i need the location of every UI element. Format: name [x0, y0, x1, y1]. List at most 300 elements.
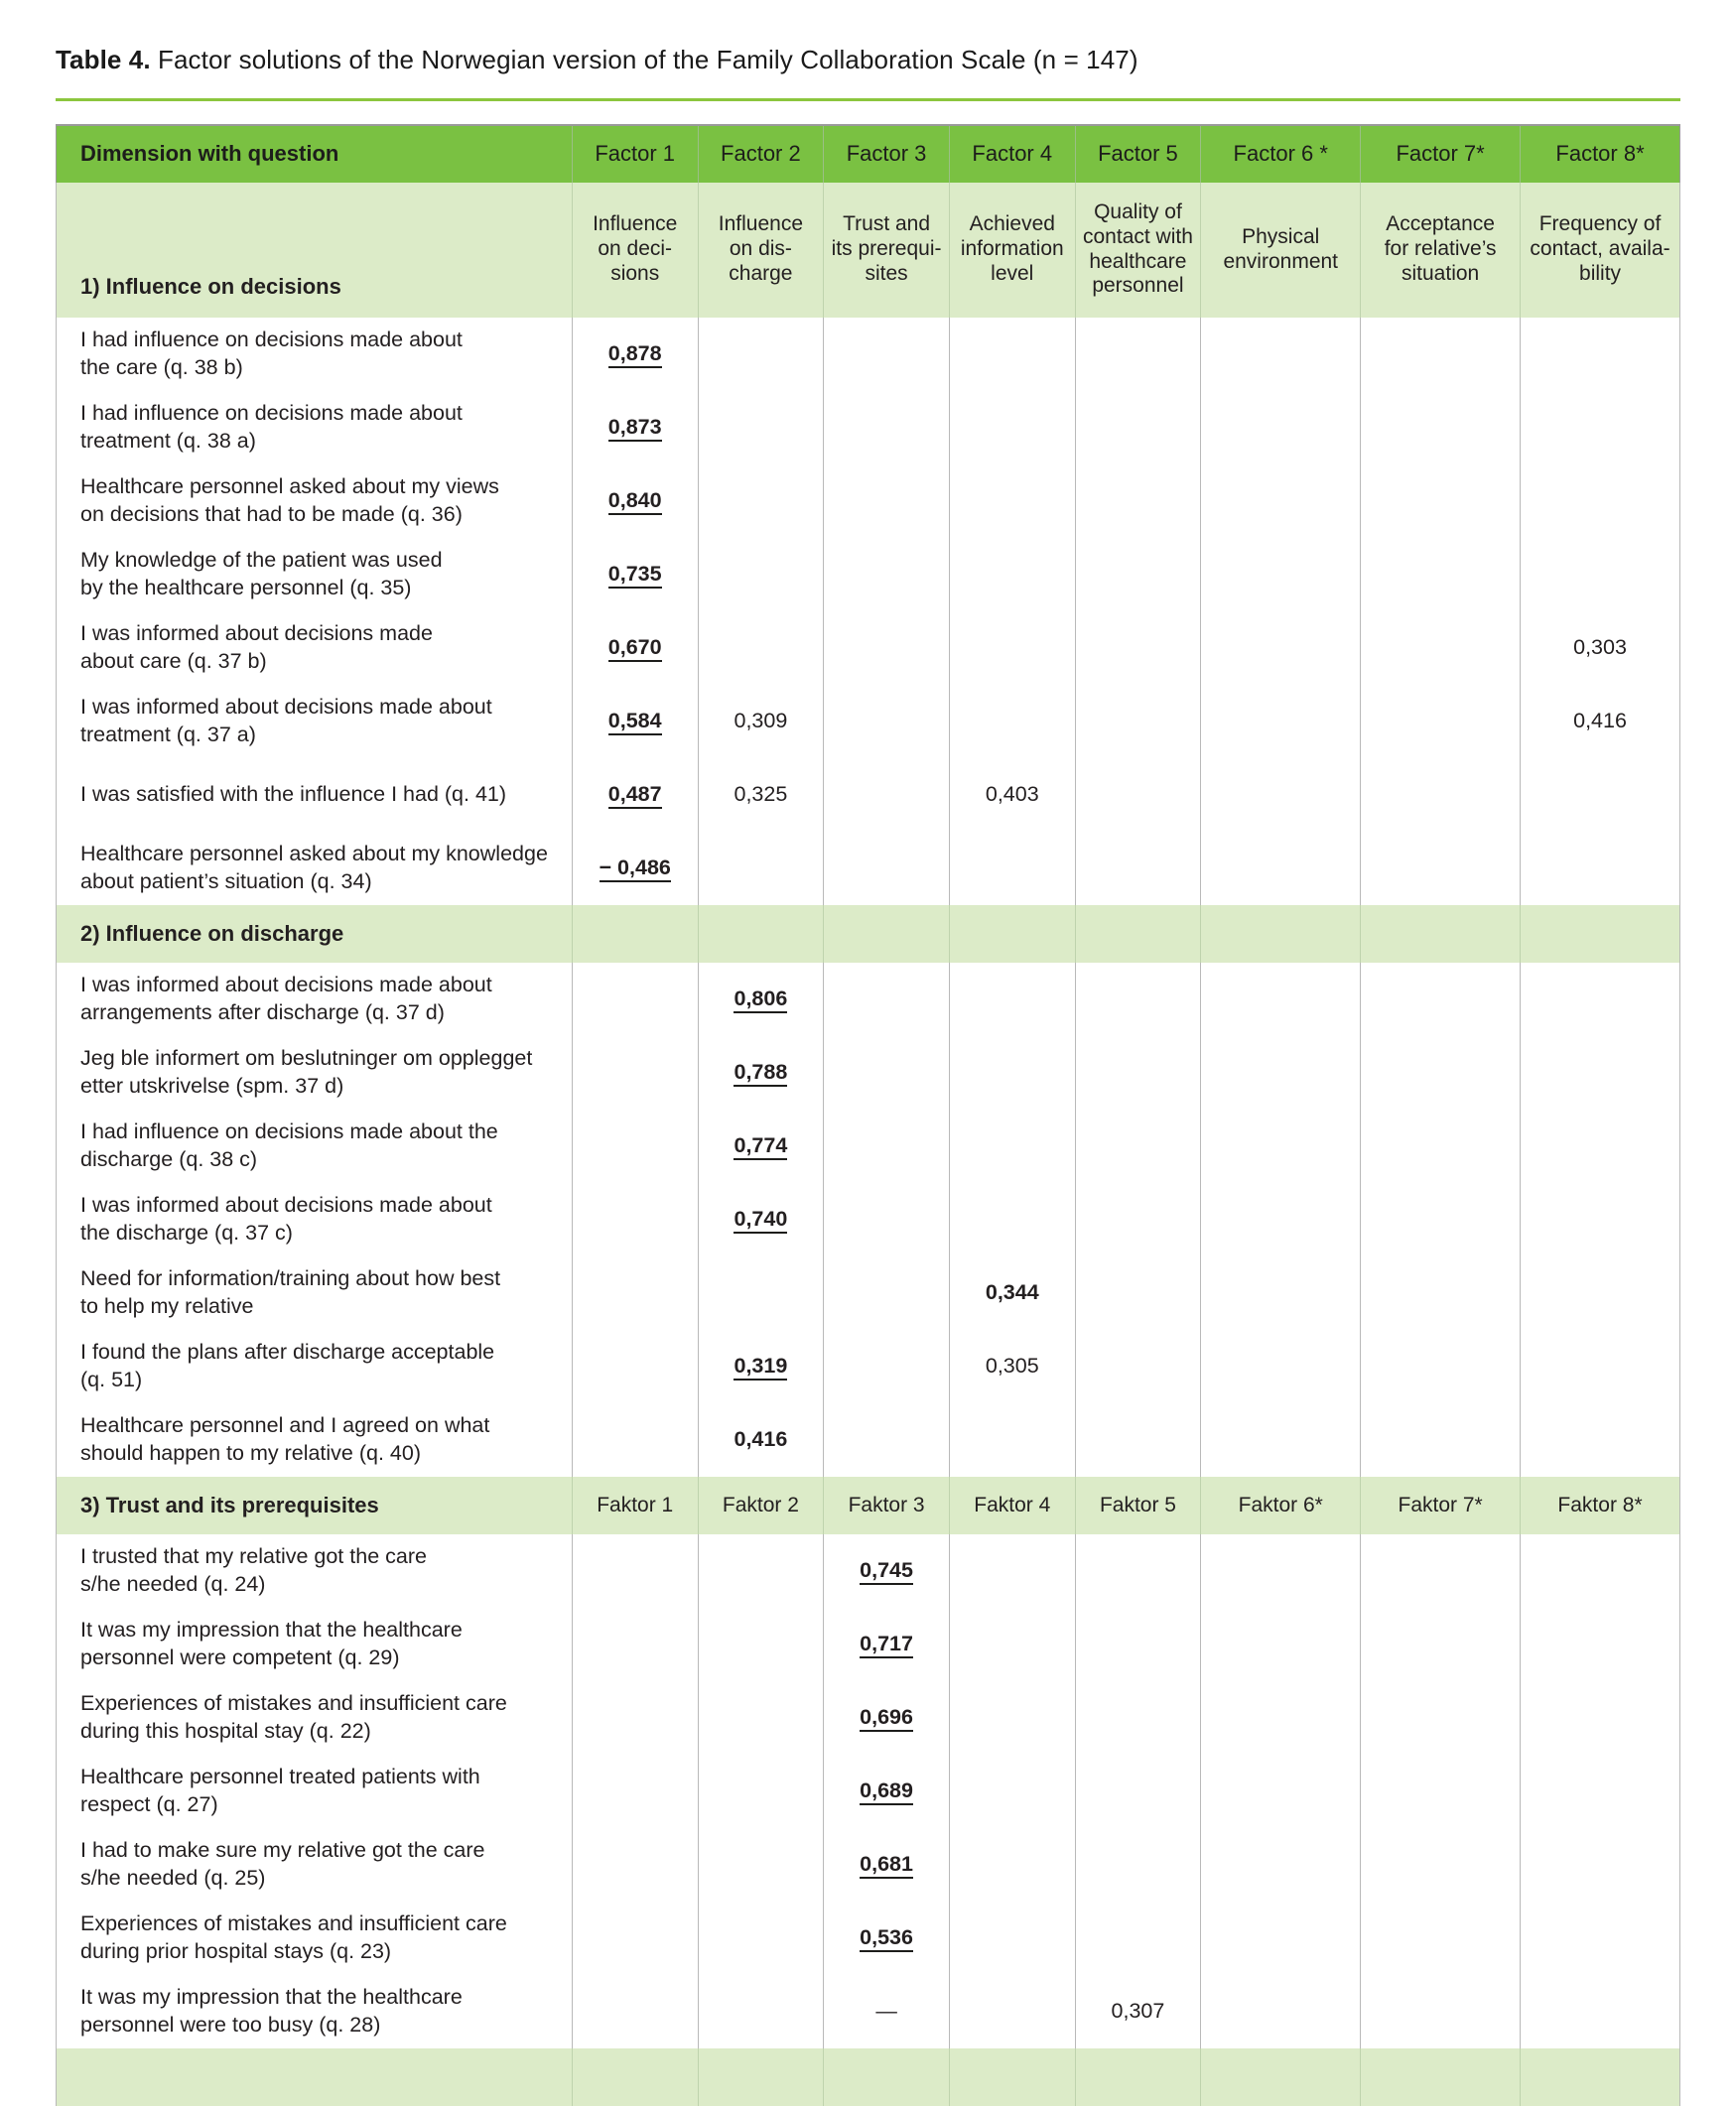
- loading-factor-4: [949, 1403, 1075, 1477]
- loading-factor-5: [1075, 1534, 1201, 1608]
- table-row: [57, 685, 1680, 758]
- loading-factor-2: [698, 1828, 824, 1902]
- section-title-2: 2) Influence on discharge: [57, 905, 573, 963]
- loading-factor-6: [1201, 1403, 1361, 1477]
- loading-factor-1: [572, 758, 698, 832]
- loading-factor-7: [1361, 611, 1521, 685]
- question-line: I trusted that my relative got the care: [80, 1543, 427, 1568]
- loading-factor-2: [698, 464, 824, 538]
- table-row: [57, 1828, 1680, 1902]
- loading-factor-2: [698, 1110, 824, 1183]
- loading-factor-6: [1201, 1183, 1361, 1256]
- loading-factor-2: [698, 1975, 824, 2048]
- loading-factor-1: [572, 1036, 698, 1110]
- loading-value: 0,309: [734, 709, 788, 732]
- factor-name-5: [1075, 183, 1201, 318]
- question-text: [57, 1183, 573, 1256]
- loading-factor-7: [1361, 1330, 1521, 1403]
- loading-factor-4: [949, 1608, 1075, 1681]
- question-line: on decisions that had to be made (q. 36): [80, 501, 463, 526]
- loading-factor-4: [949, 391, 1075, 464]
- section-factor-label-8: [1521, 905, 1680, 963]
- table-caption: [56, 44, 1680, 76]
- section-title-3: 3) Trust and its prerequisites: [57, 1477, 573, 1534]
- loading-factor-4: [949, 1110, 1075, 1183]
- loading-value: 0,774: [734, 1133, 787, 1160]
- question-line: It was my impression that the healthcare: [80, 1984, 463, 2009]
- table-row: [57, 318, 1680, 391]
- question-line: (q. 51): [80, 1367, 143, 1391]
- loading-factor-6: [1201, 538, 1361, 611]
- loading-factor-1: [572, 1110, 698, 1183]
- factor-name-line: on dis-: [729, 237, 792, 261]
- loading-factor-3: [824, 1330, 950, 1403]
- loading-factor-2: [698, 685, 824, 758]
- loading-factor-3: [824, 1902, 950, 1975]
- loading-factor-4: [949, 1975, 1075, 2048]
- table-row: [57, 1036, 1680, 1110]
- header-factor-8: Factor 8*: [1521, 125, 1680, 183]
- question-text: [57, 464, 573, 538]
- loading-factor-8: [1521, 1755, 1680, 1828]
- loading-factor-6: [1201, 1828, 1361, 1902]
- loading-value: 0,740: [734, 1207, 787, 1234]
- loading-factor-2: [698, 1902, 824, 1975]
- table-row: [57, 1534, 1680, 1608]
- loading-value: 0,840: [608, 488, 662, 515]
- question-line: during this hospital stay (q. 22): [80, 1718, 371, 1743]
- loading-factor-4: [949, 1534, 1075, 1608]
- section-divider-row-partial: [57, 2048, 1680, 2106]
- loading-factor-8: [1521, 1256, 1680, 1330]
- section-factor-label-5: Faktor 5: [1075, 1477, 1201, 1534]
- loading-factor-1: [572, 611, 698, 685]
- loading-factor-3: [824, 1608, 950, 1681]
- loading-factor-4: [949, 1902, 1075, 1975]
- section-partial-cell: [1521, 2048, 1680, 2106]
- section-partial-cell: [1075, 2048, 1201, 2106]
- section-factor-label-8: Faktor 8*: [1521, 1477, 1680, 1534]
- question-text: [57, 1828, 573, 1902]
- loading-factor-8: [1521, 318, 1680, 391]
- factor-name-line: Physical: [1242, 224, 1320, 248]
- loading-factor-4: [949, 538, 1075, 611]
- loading-factor-7: [1361, 1110, 1521, 1183]
- question-line: Experiences of mistakes and insufficient care: [80, 1690, 507, 1715]
- loading-factor-2: [698, 1036, 824, 1110]
- loading-factor-4: [949, 464, 1075, 538]
- question-line: My knowledge of the patient was used: [80, 547, 443, 572]
- loading-factor-6: [1201, 391, 1361, 464]
- question-text: [57, 611, 573, 685]
- table-row: [57, 1681, 1680, 1755]
- loading-factor-4: [949, 685, 1075, 758]
- factor-name-6: [1201, 183, 1361, 318]
- loading-value: 0,806: [734, 987, 787, 1013]
- loading-value: 0,670: [608, 635, 662, 662]
- loading-factor-5: [1075, 1036, 1201, 1110]
- table-row: [57, 1183, 1680, 1256]
- loading-factor-3: [824, 963, 950, 1036]
- loading-factor-4: [949, 1681, 1075, 1755]
- table-row: [57, 832, 1680, 905]
- loading-factor-1: [572, 318, 698, 391]
- section-divider-row: [57, 905, 1680, 963]
- section-factor-label-2: Faktor 2: [698, 1477, 824, 1534]
- factor-name-2: [698, 183, 824, 318]
- question-line: personnel were competent (q. 29): [80, 1645, 400, 1669]
- loading-factor-5: [1075, 1608, 1201, 1681]
- table-header-row: [57, 125, 1680, 183]
- loading-factor-2: [698, 391, 824, 464]
- table-row: [57, 538, 1680, 611]
- section-partial-cell: [698, 2048, 824, 2106]
- loading-factor-6: [1201, 832, 1361, 905]
- loading-factor-2: [698, 758, 824, 832]
- loading-factor-3: [824, 1256, 950, 1330]
- question-line: Healthcare personnel asked about my views: [80, 473, 499, 498]
- loading-factor-7: [1361, 318, 1521, 391]
- factor-name-line: Trust and: [843, 212, 931, 236]
- table-caption-block: [0, 0, 1736, 101]
- loading-factor-3: [824, 1403, 950, 1477]
- caption-text: Factor solutions of the Norwegian version of the Family Collaboration Scale (n = 147): [150, 45, 1138, 74]
- question-text: [57, 318, 573, 391]
- factor-name-line: sions: [610, 261, 660, 285]
- loading-factor-6: [1201, 464, 1361, 538]
- section-factor-label-7: Faktor 7*: [1361, 1477, 1521, 1534]
- question-text: [57, 1036, 573, 1110]
- section-factor-label-2: [698, 905, 824, 963]
- loading-value: —: [875, 1999, 897, 2023]
- question-line: personnel were too busy (q. 28): [80, 2012, 381, 2037]
- section-factor-label-1: [572, 905, 698, 963]
- loading-factor-6: [1201, 1110, 1361, 1183]
- table-row: [57, 1902, 1680, 1975]
- loading-factor-4: [949, 611, 1075, 685]
- loading-factor-3: [824, 1110, 950, 1183]
- loading-factor-6: [1201, 1036, 1361, 1110]
- question-line: treatment (q. 37 a): [80, 722, 256, 746]
- loading-factor-7: [1361, 758, 1521, 832]
- loading-factor-1: [572, 1755, 698, 1828]
- section-factor-label-7: [1361, 905, 1521, 963]
- question-line: the discharge (q. 37 c): [80, 1220, 293, 1245]
- loading-factor-7: [1361, 963, 1521, 1036]
- loading-factor-6: [1201, 1330, 1361, 1403]
- loading-factor-1: [572, 1330, 698, 1403]
- section-factor-label-3: [824, 905, 950, 963]
- question-text: [57, 538, 573, 611]
- section-factor-label-3: Faktor 3: [824, 1477, 950, 1534]
- factor-name-7: [1361, 183, 1521, 318]
- section-partial-cell: [949, 2048, 1075, 2106]
- question-text: [57, 391, 573, 464]
- loading-factor-1: [572, 1828, 698, 1902]
- loading-value: 0,344: [985, 1280, 1039, 1304]
- header-factor-1: Factor 1: [572, 125, 698, 183]
- question-line: to help my relative: [80, 1293, 254, 1318]
- loading-factor-3: [824, 611, 950, 685]
- question-text: [57, 1534, 573, 1608]
- factor-name-line: information: [960, 237, 1064, 261]
- loading-factor-1: [572, 832, 698, 905]
- loading-value: 0,696: [860, 1705, 913, 1732]
- question-line: arrangements after discharge (q. 37 d): [80, 999, 445, 1024]
- loading-factor-8: [1521, 538, 1680, 611]
- loading-factor-3: [824, 1975, 950, 2048]
- factor-name-line: Quality of: [1094, 199, 1182, 223]
- loading-factor-1: [572, 1902, 698, 1975]
- question-line: about patient’s situation (q. 34): [80, 868, 372, 893]
- loading-factor-5: [1075, 464, 1201, 538]
- question-line: I was satisfied with the influence I had (q. 41): [80, 781, 507, 806]
- header-factor-4: Factor 4: [949, 125, 1075, 183]
- loading-value: 0,403: [985, 782, 1039, 806]
- loading-factor-7: [1361, 1828, 1521, 1902]
- loading-factor-6: [1201, 1608, 1361, 1681]
- loading-factor-5: [1075, 1828, 1201, 1902]
- loading-factor-6: [1201, 1902, 1361, 1975]
- loading-factor-8: [1521, 963, 1680, 1036]
- question-text: [57, 1902, 573, 1975]
- loading-factor-6: [1201, 1681, 1361, 1755]
- loading-factor-7: [1361, 391, 1521, 464]
- factor-name-line: sites: [865, 261, 908, 285]
- question-text: [57, 1608, 573, 1681]
- loading-value: 0,487: [608, 782, 662, 809]
- factor-name-line: bility: [1579, 261, 1622, 285]
- loading-value: 0,303: [1573, 635, 1627, 659]
- loading-factor-1: [572, 1256, 698, 1330]
- table-row: [57, 963, 1680, 1036]
- factor-name-line: for relative’s: [1384, 237, 1497, 261]
- loading-factor-2: [698, 1330, 824, 1403]
- question-line: I had influence on decisions made about the: [80, 1119, 498, 1143]
- question-line: by the healthcare personnel (q. 35): [80, 575, 412, 599]
- loading-factor-8: [1521, 1403, 1680, 1477]
- loading-factor-6: [1201, 318, 1361, 391]
- loading-factor-7: [1361, 1975, 1521, 2048]
- loading-factor-4: [949, 318, 1075, 391]
- loading-factor-4: [949, 1330, 1075, 1403]
- loading-value: 0,873: [608, 415, 662, 442]
- question-line: I was informed about decisions made: [80, 620, 433, 645]
- question-text: [57, 1330, 573, 1403]
- loading-factor-2: [698, 1256, 824, 1330]
- question-line: I was informed about decisions made about: [80, 972, 492, 996]
- loading-factor-2: [698, 1534, 824, 1608]
- question-line: It was my impression that the healthcare: [80, 1617, 463, 1642]
- loading-factor-5: [1075, 1403, 1201, 1477]
- section-factor-label-4: [949, 905, 1075, 963]
- header-factor-7: Factor 7*: [1361, 125, 1521, 183]
- loading-factor-3: [824, 758, 950, 832]
- question-text: [57, 832, 573, 905]
- question-text: [57, 1110, 573, 1183]
- section-partial-cell: [1201, 2048, 1361, 2106]
- loading-value: 0,745: [860, 1558, 913, 1585]
- loading-factor-7: [1361, 538, 1521, 611]
- loading-value: 0,536: [860, 1925, 913, 1952]
- loading-factor-3: [824, 391, 950, 464]
- loading-factor-8: [1521, 1330, 1680, 1403]
- loading-factor-3: [824, 1755, 950, 1828]
- loading-factor-7: [1361, 1755, 1521, 1828]
- section-partial-cell: [824, 2048, 950, 2106]
- loading-factor-5: [1075, 758, 1201, 832]
- loading-factor-5: [1075, 1975, 1201, 2048]
- loading-factor-6: [1201, 1755, 1361, 1828]
- loading-factor-5: [1075, 963, 1201, 1036]
- loading-value: 0,416: [1573, 709, 1627, 732]
- loading-value: − 0,486: [600, 856, 671, 882]
- loading-factor-2: [698, 538, 824, 611]
- section-factor-label-6: Faktor 6*: [1201, 1477, 1361, 1534]
- header-factor-6: Factor 6 *: [1201, 125, 1361, 183]
- loading-factor-7: [1361, 1183, 1521, 1256]
- loading-factor-5: [1075, 1330, 1201, 1403]
- question-line: I was informed about decisions made about: [80, 1192, 492, 1217]
- loading-factor-8: [1521, 758, 1680, 832]
- table-body: [57, 125, 1680, 2106]
- loading-factor-7: [1361, 832, 1521, 905]
- factor-name-line: environment: [1223, 249, 1339, 273]
- question-line: treatment (q. 38 a): [80, 428, 256, 453]
- factor-name-line: Frequency of: [1538, 212, 1662, 236]
- loading-factor-5: [1075, 1681, 1201, 1755]
- question-line: discharge (q. 38 c): [80, 1146, 258, 1171]
- question-text: [57, 1256, 573, 1330]
- question-line: Need for information/training about how best: [80, 1265, 501, 1290]
- loading-factor-7: [1361, 1681, 1521, 1755]
- question-text: [57, 1975, 573, 2048]
- question-line: Jeg ble informert om beslutninger om opplegget: [80, 1045, 533, 1070]
- factor-name-3: [824, 183, 950, 318]
- question-line: I had influence on decisions made about: [80, 327, 463, 351]
- loading-factor-8: [1521, 685, 1680, 758]
- loading-value: 0,689: [860, 1778, 913, 1805]
- loading-factor-3: [824, 1183, 950, 1256]
- loading-factor-3: [824, 685, 950, 758]
- loading-factor-8: [1521, 1681, 1680, 1755]
- loading-factor-4: [949, 1755, 1075, 1828]
- loading-factor-7: [1361, 1534, 1521, 1608]
- question-text: [57, 963, 573, 1036]
- header-factor-3: Factor 3: [824, 125, 950, 183]
- table-row: [57, 1110, 1680, 1183]
- section-partial-cell: [572, 2048, 698, 2106]
- loading-factor-4: [949, 1036, 1075, 1110]
- loading-factor-6: [1201, 611, 1361, 685]
- table-row: [57, 1755, 1680, 1828]
- loading-factor-4: [949, 1256, 1075, 1330]
- question-line: s/he needed (q. 25): [80, 1865, 266, 1890]
- loading-factor-6: [1201, 1256, 1361, 1330]
- loading-factor-5: [1075, 685, 1201, 758]
- factor-name-line: on deci-: [598, 237, 673, 261]
- factor-name-line: healthcare: [1089, 249, 1187, 273]
- loading-factor-1: [572, 538, 698, 611]
- table-row: [57, 758, 1680, 832]
- loading-factor-7: [1361, 1256, 1521, 1330]
- loading-factor-1: [572, 464, 698, 538]
- question-line: during prior hospital stays (q. 23): [80, 1938, 392, 1963]
- question-text: [57, 758, 573, 832]
- factor-name-4: [949, 183, 1075, 318]
- factor-name-line: Influence: [718, 212, 803, 236]
- factor-name-line: charge: [729, 261, 793, 285]
- loading-factor-2: [698, 1681, 824, 1755]
- loading-factor-1: [572, 1681, 698, 1755]
- loading-factor-7: [1361, 1608, 1521, 1681]
- loading-factor-3: [824, 464, 950, 538]
- loading-factor-5: [1075, 1256, 1201, 1330]
- loading-factor-8: [1521, 1828, 1680, 1902]
- loading-factor-8: [1521, 611, 1680, 685]
- loading-factor-1: [572, 963, 698, 1036]
- loading-value: 0,584: [608, 709, 662, 735]
- loading-factor-4: [949, 832, 1075, 905]
- loading-factor-2: [698, 1403, 824, 1477]
- loading-factor-4: [949, 1183, 1075, 1256]
- factor-name-line: level: [991, 261, 1034, 285]
- header-factor-2: Factor 2: [698, 125, 824, 183]
- factor-name-line: Achieved: [969, 212, 1055, 236]
- loading-factor-2: [698, 1183, 824, 1256]
- loading-value: 0,878: [608, 341, 662, 368]
- question-line: respect (q. 27): [80, 1791, 218, 1816]
- section-title-1: 1) Influence on decisions: [57, 183, 573, 318]
- factor-name-line: its prerequi-: [831, 237, 942, 261]
- loading-factor-7: [1361, 1403, 1521, 1477]
- loading-factor-1: [572, 1975, 698, 2048]
- question-line: I found the plans after discharge acceptable: [80, 1339, 495, 1364]
- loading-factor-5: [1075, 1183, 1201, 1256]
- loading-factor-5: [1075, 1902, 1201, 1975]
- loading-factor-5: [1075, 832, 1201, 905]
- loading-value: 0,325: [734, 782, 788, 806]
- section-factor-label-4: Faktor 4: [949, 1477, 1075, 1534]
- loading-value: 0,319: [734, 1354, 787, 1381]
- question-line: I had influence on decisions made about: [80, 400, 463, 425]
- factor-name-line: Influence: [593, 212, 678, 236]
- loading-factor-5: [1075, 611, 1201, 685]
- question-text: [57, 1681, 573, 1755]
- question-line: s/he needed (q. 24): [80, 1571, 266, 1596]
- table-row: [57, 1608, 1680, 1681]
- factor-name-8: [1521, 183, 1680, 318]
- loading-factor-7: [1361, 1902, 1521, 1975]
- loading-factor-6: [1201, 758, 1361, 832]
- section-partial-cell: [1361, 2048, 1521, 2106]
- table-row: [57, 464, 1680, 538]
- question-line: Healthcare personnel asked about my knowledge: [80, 841, 548, 865]
- loading-value: 0,307: [1111, 1999, 1165, 2023]
- table-row: [57, 611, 1680, 685]
- question-text: [57, 1755, 573, 1828]
- loading-factor-7: [1361, 685, 1521, 758]
- loading-factor-3: [824, 1036, 950, 1110]
- table-subheader-row: [57, 183, 1680, 318]
- loading-factor-3: [824, 538, 950, 611]
- loading-factor-6: [1201, 1975, 1361, 2048]
- question-line: should happen to my relative (q. 40): [80, 1440, 422, 1465]
- loading-factor-5: [1075, 391, 1201, 464]
- factor-name-line: personnel: [1092, 274, 1184, 298]
- factor-name-line: situation: [1402, 261, 1480, 285]
- loading-value: 0,735: [608, 562, 662, 589]
